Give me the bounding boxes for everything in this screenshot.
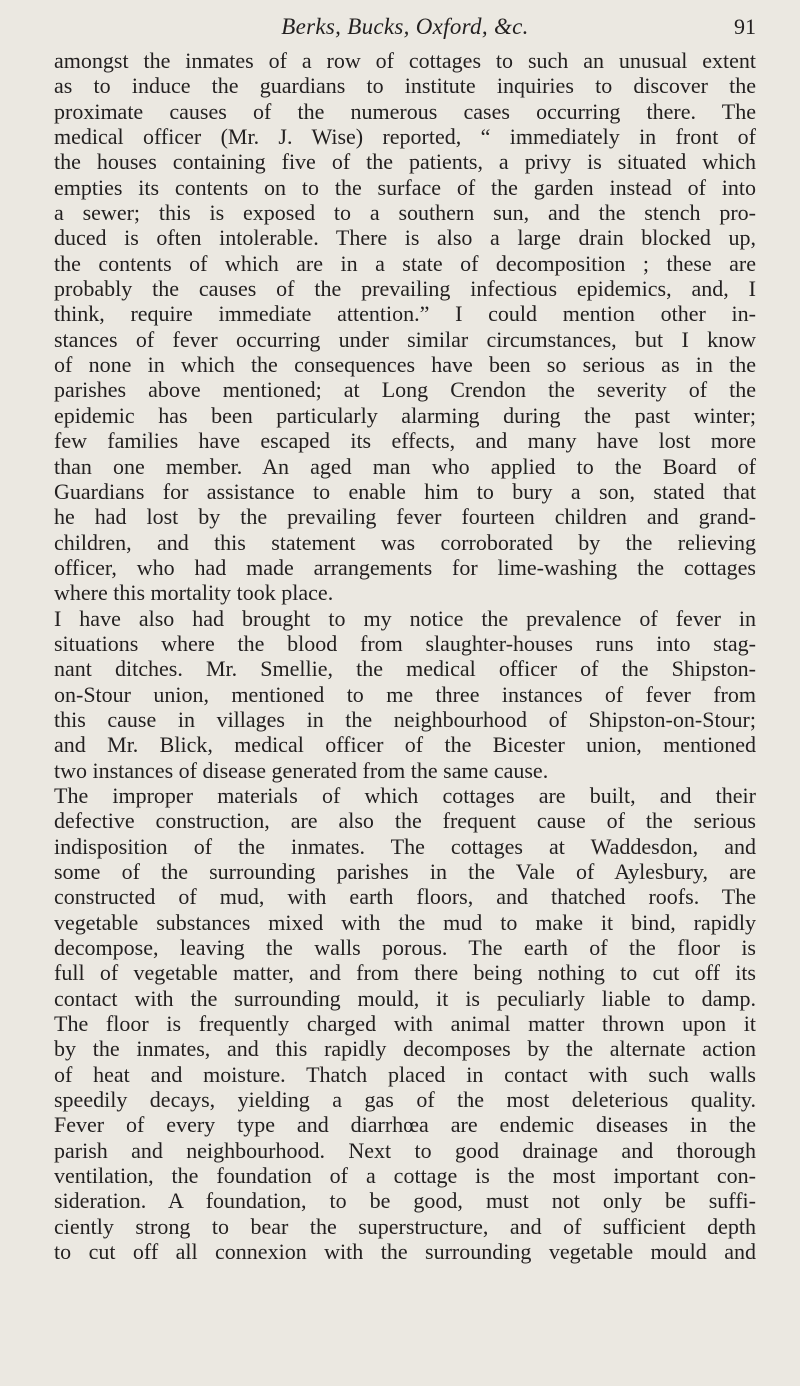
text-line: a sewer; this is exposed to a southern sun, and the stench pro- [54,200,756,226]
text-line: The floor is frequently charged with animal matter thrown upon it [54,1011,756,1037]
text-line: parishes above mentioned; at Long Crendon the severity of the [54,377,756,403]
text-line: he had lost by the prevailing fever fourteen children and grand- [54,504,756,530]
text-line: this cause in villages in the neighbourhood of Shipston-on-Stour; [54,706,756,732]
text-line: amongst the inmates of a row of cottages to such an unusual extent [54,48,756,73]
text-line: children, and this statement was corroborated by the relieving [54,529,756,555]
text-line: indisposition of the inmates. The cottages at Waddesdon, and [54,833,756,859]
text-line: of heat and moisture. Thatch placed in contact with such walls [54,1061,756,1087]
text-line: Fever of every type and diarrhœa are endemic diseases in the [54,1112,756,1138]
text-line: medical officer (Mr. J. Wise) reported, “ immediately in front of [54,124,756,150]
text-line: decompose, leaving the walls porous. The earth of the floor is [54,935,756,961]
text-line: I have also had brought to my notice the prevalence of fever in [54,605,756,631]
text-line: sideration. A foundation, to be good, must not only be suffi- [54,1188,756,1214]
running-title: Berks, Bucks, Oxford, &c. [281,14,529,39]
text-line: defective construction, are also the frequent cause of the serious [54,808,756,834]
text-line: as to induce the guardians to institute inquiries to discover the [54,73,756,99]
text-line: stances of fever occurring under similar circumstances, but I know [54,326,756,352]
text-line: ventilation, the foundation of a cottage is the most important con- [54,1163,756,1189]
text-line: parish and neighbourhood. Next to good drainage and thorough [54,1137,756,1163]
text-line: few families have escaped its effects, and many have lost more [54,428,756,454]
running-head [54,10,756,44]
text-line: full of vegetable matter, and from there being nothing to cut off its [54,960,756,986]
text-line: to cut off all connexion with the surrounding vegetable mould and [54,1239,756,1265]
text-line: Guardians for assistance to enable him to bury a son, stated that [54,478,756,504]
text-line: probably the causes of the prevailing infectious epidemics, and, I [54,276,756,302]
text-line: epidemic has been particularly alarming during the past winter; [54,402,756,428]
text-line: by the inmates, and this rapidly decomposes by the alternate action [54,1036,756,1062]
text-line: of none in which the consequences have been so serious as in the [54,352,756,378]
text-line: nant ditches. Mr. Smellie, the medical officer of the Shipston- [54,656,756,682]
text-line: than one member. An aged man who applied to the Board of [54,453,756,479]
text-line: think, require immediate attention.” I could mention other in- [54,301,756,327]
text-line: situations where the blood from slaughter-houses runs into stag- [54,630,756,656]
text-line: empties its contents on to the surface of the garden instead of into [54,174,756,200]
text-line: officer, who had made arrangements for lime-washing the cottages [54,554,756,580]
text-line: speedily decays, yielding a gas of the most deleterious quality. [54,1087,756,1113]
body-text [54,48,756,1265]
page-number: 91 [734,14,756,39]
paragraph-end-line: where this mortality took place. [54,580,334,606]
text-line: the houses containing five of the patients, a privy is situated which [54,149,756,175]
text-line: on-Stour union, mentioned to me three instances of fever from [54,681,756,707]
text-line: duced is often intolerable. There is also a large drain blocked up, [54,225,756,251]
text-line: some of the surrounding parishes in the Vale of Aylesbury, are [54,859,756,884]
text-line: and Mr. Blick, medical officer of the Bicester union, mentioned [54,732,756,758]
text-line: constructed of mud, with earth floors, and thatched roofs. The [54,884,756,910]
paragraph-end-line: two instances of disease generated from the same cause. [54,757,549,783]
text-line: proximate causes of the numerous cases occurring there. The [54,98,756,124]
text-line: vegetable substances mixed with the mud to make it bind, rapidly [54,909,756,935]
text-line: The improper materials of which cottages are built, and their [54,782,756,808]
text-line: contact with the surrounding mould, it is peculiarly liable to damp. [54,985,756,1011]
text-line: ciently strong to bear the superstructure, and of sufficient depth [54,1213,756,1239]
text-line: the contents of which are in a state of decomposition ; these are [54,250,756,276]
